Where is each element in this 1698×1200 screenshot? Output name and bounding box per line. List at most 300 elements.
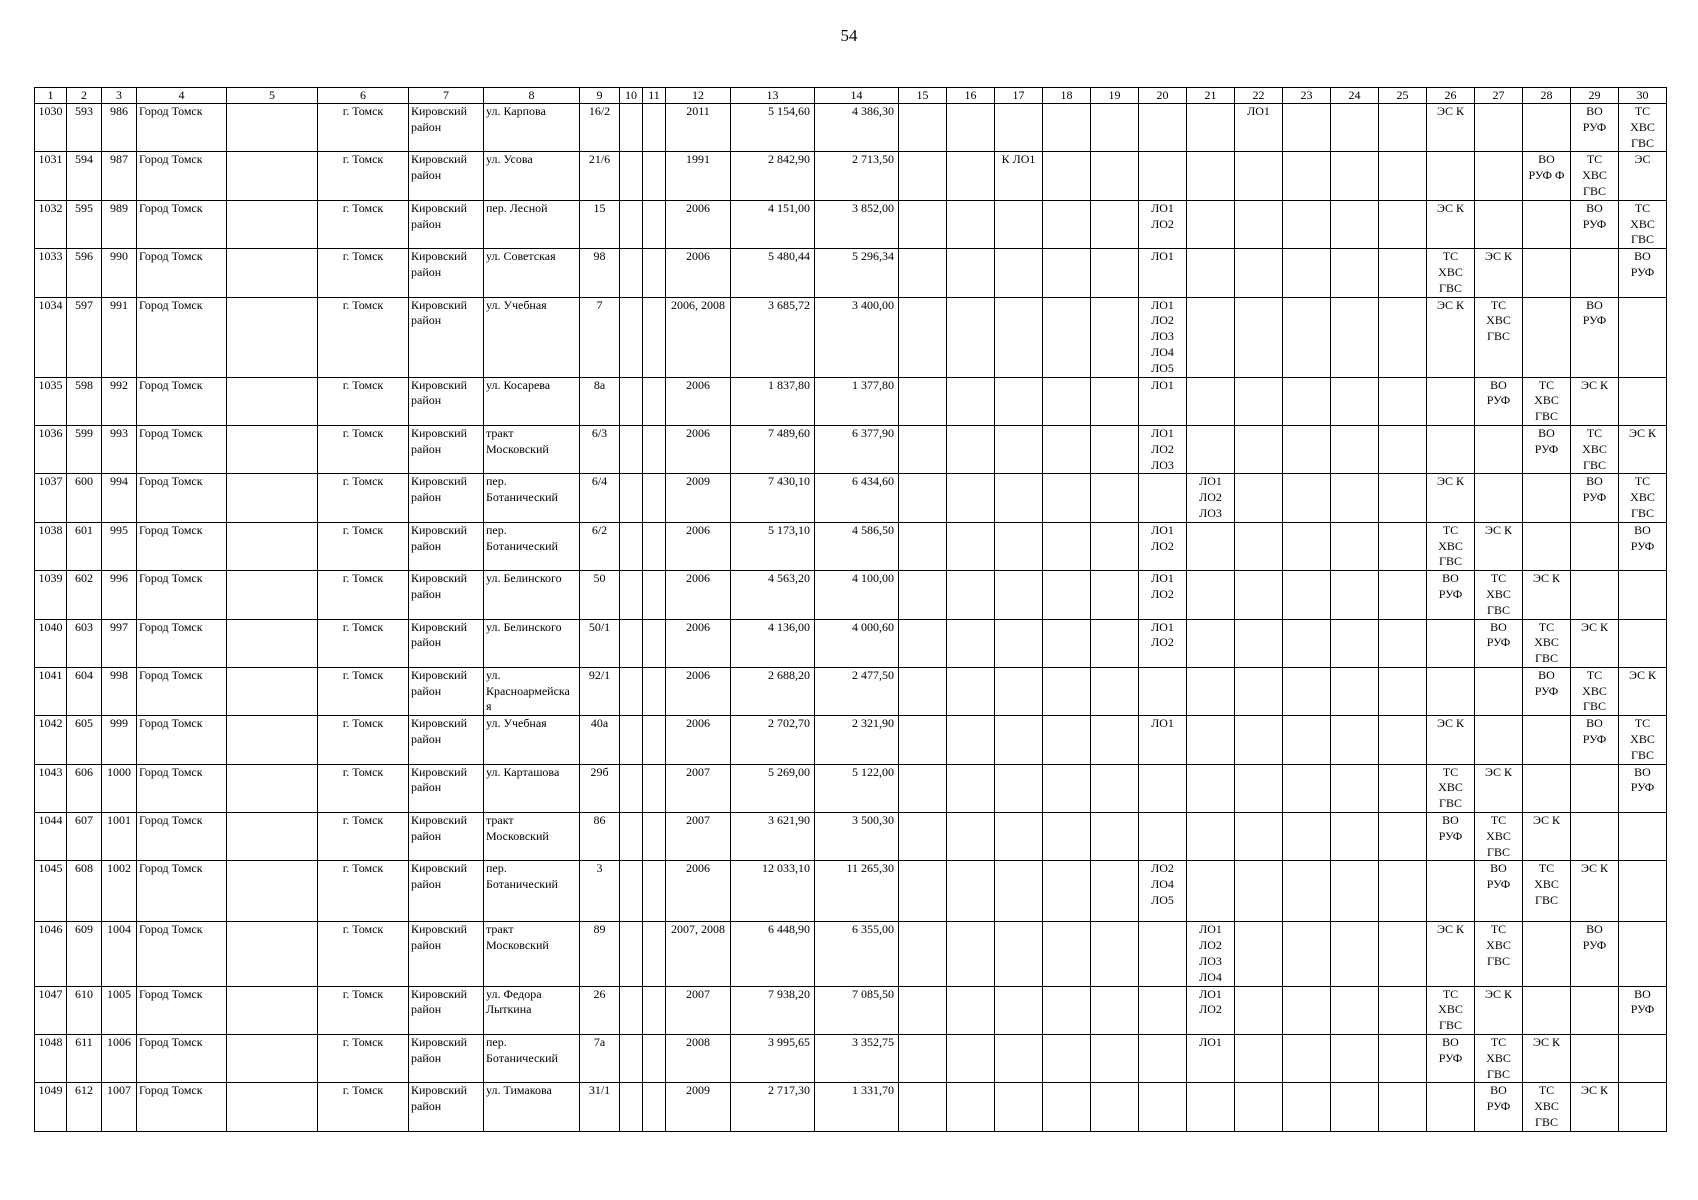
district-cell: Кировский район [409, 716, 484, 764]
settlement-type-cell [227, 200, 318, 248]
settlement-type-cell [227, 249, 318, 297]
total-area-cell: 5 173,10 [731, 522, 815, 570]
work-col-22-cell [1235, 1083, 1283, 1131]
sub-no-cell: 602 [67, 571, 102, 619]
work-col-28-cell: ЭС К [1523, 813, 1571, 861]
work-col-22-cell [1235, 764, 1283, 812]
work-col-18-cell [1043, 152, 1091, 200]
work-col-10-cell [620, 813, 643, 861]
work-col-30-cell [1619, 571, 1667, 619]
table-row [35, 619, 1667, 667]
work-col-17-cell [995, 249, 1043, 297]
work-col-26-cell: ТС ХВС ГВС [1427, 249, 1475, 297]
table-row [35, 377, 1667, 425]
work-col-18-cell [1043, 104, 1091, 152]
work-col-10-cell [620, 1083, 643, 1131]
work-col-22-cell [1235, 522, 1283, 570]
work-col-27-cell: ТС ХВС ГВС [1475, 813, 1523, 861]
work-col-27-cell [1475, 104, 1523, 152]
work-col-21-cell [1187, 200, 1235, 248]
year-cell: 2006 [666, 425, 731, 473]
work-col-21-cell: ЛО1 ЛО2 [1187, 986, 1235, 1034]
work-col-24-cell [1331, 667, 1379, 715]
work-col-28-cell [1523, 297, 1571, 377]
work-col-29-cell [1571, 249, 1619, 297]
building-no-cell: 92/1 [580, 667, 620, 715]
settlement-type-cell [227, 922, 318, 986]
record-no-cell: 1047 [35, 986, 67, 1034]
city-cell: г. Томск [318, 986, 409, 1034]
work-col-26-cell: ЭС К [1427, 104, 1475, 152]
work-col-16-cell [947, 986, 995, 1034]
work-col-19-cell [1091, 200, 1139, 248]
work-col-19-cell [1091, 667, 1139, 715]
building-no-cell: 21/6 [580, 152, 620, 200]
work-col-25-cell [1379, 474, 1427, 522]
work-col-21-cell [1187, 297, 1235, 377]
record-no-cell: 1045 [35, 861, 67, 922]
sub-no-cell: 607 [67, 813, 102, 861]
work-col-28-cell [1523, 986, 1571, 1034]
work-col-25-cell [1379, 200, 1427, 248]
work-col-21-cell [1187, 619, 1235, 667]
city-cell: г. Томск [318, 922, 409, 986]
work-col-10-cell [620, 922, 643, 986]
page-number: 54 [840, 26, 858, 45]
street-cell: ул. Усова [484, 152, 580, 200]
work-col-27-cell: ЭС К [1475, 764, 1523, 812]
sub-no-cell: 609 [67, 922, 102, 986]
work-col-16-cell [947, 474, 995, 522]
district-cell: Кировский район [409, 377, 484, 425]
work-col-27-cell: ВО РУФ [1475, 861, 1523, 922]
work-col-11-cell [643, 861, 666, 922]
work-col-19-cell [1091, 922, 1139, 986]
district-cell: Кировский район [409, 813, 484, 861]
work-col-24-cell [1331, 425, 1379, 473]
work-col-15-cell [899, 861, 947, 922]
work-col-10-cell [620, 297, 643, 377]
work-col-17-cell [995, 619, 1043, 667]
work-col-15-cell [899, 986, 947, 1034]
year-cell: 1991 [666, 152, 731, 200]
work-col-23-cell [1283, 813, 1331, 861]
living-area-cell: 6 355,00 [815, 922, 899, 986]
year-cell: 2006 [666, 377, 731, 425]
sub-no-cell: 595 [67, 200, 102, 248]
street-cell: ул. Советская [484, 249, 580, 297]
work-col-11-cell [643, 200, 666, 248]
street-cell: ул. Учебная [484, 297, 580, 377]
column-number-2: 2 [67, 88, 102, 104]
work-col-25-cell [1379, 571, 1427, 619]
work-col-27-cell [1475, 716, 1523, 764]
house-no-cell: 1000 [102, 764, 137, 812]
work-col-24-cell [1331, 1035, 1379, 1083]
work-col-25-cell [1379, 1083, 1427, 1131]
work-col-26-cell: ЭС К [1427, 200, 1475, 248]
living-area-cell: 3 500,30 [815, 813, 899, 861]
work-col-28-cell: ВО РУФ [1523, 425, 1571, 473]
work-col-18-cell [1043, 813, 1091, 861]
table-row [35, 986, 1667, 1034]
column-number-13: 13 [731, 88, 815, 104]
house-no-cell: 989 [102, 200, 137, 248]
work-col-23-cell [1283, 986, 1331, 1034]
work-col-19-cell [1091, 377, 1139, 425]
city-cell: г. Томск [318, 425, 409, 473]
district-cell: Кировский район [409, 249, 484, 297]
work-col-22-cell [1235, 716, 1283, 764]
column-number-20: 20 [1139, 88, 1187, 104]
living-area-cell: 2 321,90 [815, 716, 899, 764]
total-area-cell: 6 448,90 [731, 922, 815, 986]
work-col-20-cell: ЛО2 ЛО4 ЛО5 [1139, 861, 1187, 922]
living-area-cell: 5 296,34 [815, 249, 899, 297]
city-cell: г. Томск [318, 297, 409, 377]
work-col-27-cell: ТС ХВС ГВС [1475, 1035, 1523, 1083]
work-col-22-cell [1235, 249, 1283, 297]
record-no-cell: 1032 [35, 200, 67, 248]
record-no-cell: 1034 [35, 297, 67, 377]
building-no-cell: 40а [580, 716, 620, 764]
work-col-19-cell [1091, 986, 1139, 1034]
sub-no-cell: 597 [67, 297, 102, 377]
work-col-15-cell [899, 104, 947, 152]
work-col-10-cell [620, 377, 643, 425]
sub-no-cell: 605 [67, 716, 102, 764]
work-col-23-cell [1283, 297, 1331, 377]
column-number-row [35, 88, 1667, 104]
total-area-cell: 2 717,30 [731, 1083, 815, 1131]
work-col-15-cell [899, 1035, 947, 1083]
year-cell: 2006, 2008 [666, 297, 731, 377]
work-col-11-cell [643, 104, 666, 152]
work-col-11-cell [643, 813, 666, 861]
street-cell: тракт Московский [484, 922, 580, 986]
work-col-25-cell [1379, 297, 1427, 377]
street-cell: тракт Московский [484, 813, 580, 861]
work-col-25-cell [1379, 667, 1427, 715]
house-no-cell: 991 [102, 297, 137, 377]
work-col-21-cell [1187, 571, 1235, 619]
work-col-16-cell [947, 249, 995, 297]
work-col-20-cell [1139, 922, 1187, 986]
column-number-26: 26 [1427, 88, 1475, 104]
work-col-11-cell [643, 474, 666, 522]
year-cell: 2006 [666, 716, 731, 764]
work-col-10-cell [620, 425, 643, 473]
work-col-24-cell [1331, 152, 1379, 200]
total-area-cell: 4 151,00 [731, 200, 815, 248]
work-col-29-cell: ВО РУФ [1571, 104, 1619, 152]
work-col-26-cell [1427, 861, 1475, 922]
column-number-9: 9 [580, 88, 620, 104]
work-col-17-cell [995, 1035, 1043, 1083]
city-cell: г. Томск [318, 200, 409, 248]
work-col-28-cell [1523, 104, 1571, 152]
work-col-26-cell: ЭС К [1427, 922, 1475, 986]
city-cell: г. Томск [318, 813, 409, 861]
work-col-16-cell [947, 667, 995, 715]
living-area-cell: 3 852,00 [815, 200, 899, 248]
living-area-cell: 4 386,30 [815, 104, 899, 152]
district-cell: Кировский район [409, 667, 484, 715]
record-no-cell: 1043 [35, 764, 67, 812]
work-col-29-cell: ТС ХВС ГВС [1571, 425, 1619, 473]
work-col-30-cell: ТС ХВС ГВС [1619, 104, 1667, 152]
work-col-25-cell [1379, 619, 1427, 667]
table-row [35, 522, 1667, 570]
work-col-24-cell [1331, 571, 1379, 619]
work-col-15-cell [899, 716, 947, 764]
total-area-cell: 7 489,60 [731, 425, 815, 473]
year-cell: 2006 [666, 619, 731, 667]
work-col-18-cell [1043, 1083, 1091, 1131]
table-row [35, 764, 1667, 812]
work-col-16-cell [947, 813, 995, 861]
work-col-17-cell [995, 474, 1043, 522]
work-col-19-cell [1091, 571, 1139, 619]
settlement-type-cell [227, 377, 318, 425]
city-cell: г. Томск [318, 716, 409, 764]
work-col-10-cell [620, 619, 643, 667]
living-area-cell: 3 400,00 [815, 297, 899, 377]
work-col-26-cell: ЭС К [1427, 716, 1475, 764]
building-no-cell: 50/1 [580, 619, 620, 667]
work-col-27-cell [1475, 200, 1523, 248]
year-cell: 2006 [666, 249, 731, 297]
settlement-type-cell [227, 297, 318, 377]
work-col-22-cell [1235, 667, 1283, 715]
work-col-26-cell: ЭС К [1427, 297, 1475, 377]
work-col-26-cell [1427, 377, 1475, 425]
work-col-23-cell [1283, 425, 1331, 473]
year-cell: 2006 [666, 522, 731, 570]
work-col-17-cell [995, 716, 1043, 764]
work-col-18-cell [1043, 716, 1091, 764]
work-col-29-cell: ТС ХВС ГВС [1571, 152, 1619, 200]
work-col-16-cell [947, 619, 995, 667]
work-col-26-cell: ЭС К [1427, 474, 1475, 522]
work-col-23-cell [1283, 200, 1331, 248]
work-col-19-cell [1091, 861, 1139, 922]
work-col-18-cell [1043, 249, 1091, 297]
work-col-27-cell [1475, 474, 1523, 522]
work-col-19-cell [1091, 1083, 1139, 1131]
street-cell: ул. Белинского [484, 619, 580, 667]
house-no-cell: 990 [102, 249, 137, 297]
work-col-26-cell: ВО РУФ [1427, 1035, 1475, 1083]
housing-register-table [34, 87, 1667, 1132]
city-cell: г. Томск [318, 1035, 409, 1083]
total-area-cell: 1 837,80 [731, 377, 815, 425]
living-area-cell: 2 477,50 [815, 667, 899, 715]
work-col-30-cell: ТС ХВС ГВС [1619, 200, 1667, 248]
work-col-18-cell [1043, 571, 1091, 619]
sub-no-cell: 601 [67, 522, 102, 570]
work-col-22-cell [1235, 861, 1283, 922]
work-col-30-cell: ЭС К [1619, 425, 1667, 473]
work-col-19-cell [1091, 152, 1139, 200]
work-col-17-cell [995, 104, 1043, 152]
district-cell: Кировский район [409, 152, 484, 200]
city-cell: г. Томск [318, 474, 409, 522]
living-area-cell: 11 265,30 [815, 861, 899, 922]
sub-no-cell: 606 [67, 764, 102, 812]
building-no-cell: 50 [580, 571, 620, 619]
work-col-15-cell [899, 922, 947, 986]
district-cell: Кировский район [409, 986, 484, 1034]
work-col-25-cell [1379, 425, 1427, 473]
work-col-28-cell: ВО РУФ [1523, 667, 1571, 715]
work-col-24-cell [1331, 1083, 1379, 1131]
street-cell: пер. Лесной [484, 200, 580, 248]
settlement-type-cell [227, 1035, 318, 1083]
work-col-30-cell: ВО РУФ [1619, 249, 1667, 297]
building-no-cell: 3 [580, 861, 620, 922]
living-area-cell: 1 331,70 [815, 1083, 899, 1131]
municipality-cell: Город Томск [137, 667, 227, 715]
record-no-cell: 1035 [35, 377, 67, 425]
work-col-20-cell: ЛО1 [1139, 716, 1187, 764]
municipality-cell: Город Томск [137, 522, 227, 570]
work-col-17-cell [995, 922, 1043, 986]
work-col-25-cell [1379, 522, 1427, 570]
work-col-25-cell [1379, 764, 1427, 812]
city-cell: г. Томск [318, 619, 409, 667]
work-col-18-cell [1043, 667, 1091, 715]
work-col-16-cell [947, 377, 995, 425]
work-col-17-cell [995, 425, 1043, 473]
street-cell: ул. Карпова [484, 104, 580, 152]
sub-no-cell: 599 [67, 425, 102, 473]
municipality-cell: Город Томск [137, 764, 227, 812]
work-col-29-cell: ЭС К [1571, 377, 1619, 425]
work-col-15-cell [899, 200, 947, 248]
column-number-16: 16 [947, 88, 995, 104]
work-col-21-cell [1187, 425, 1235, 473]
work-col-10-cell [620, 104, 643, 152]
work-col-23-cell [1283, 619, 1331, 667]
work-col-10-cell [620, 522, 643, 570]
street-cell: ул. Тимакова [484, 1083, 580, 1131]
street-cell: пер. Ботанический [484, 474, 580, 522]
municipality-cell: Город Томск [137, 297, 227, 377]
work-col-16-cell [947, 425, 995, 473]
work-col-22-cell: ЛО1 [1235, 104, 1283, 152]
work-col-23-cell [1283, 1083, 1331, 1131]
work-col-17-cell [995, 522, 1043, 570]
year-cell: 2009 [666, 1083, 731, 1131]
building-no-cell: 6/3 [580, 425, 620, 473]
work-col-20-cell [1139, 813, 1187, 861]
table-row [35, 861, 1667, 922]
work-col-28-cell [1523, 474, 1571, 522]
district-cell: Кировский район [409, 571, 484, 619]
municipality-cell: Город Томск [137, 619, 227, 667]
work-col-29-cell: ВО РУФ [1571, 922, 1619, 986]
work-col-16-cell [947, 152, 995, 200]
work-col-29-cell [1571, 813, 1619, 861]
work-col-17-cell [995, 200, 1043, 248]
work-col-10-cell [620, 1035, 643, 1083]
work-col-22-cell [1235, 986, 1283, 1034]
work-col-17-cell [995, 764, 1043, 812]
work-col-15-cell [899, 425, 947, 473]
work-col-11-cell [643, 716, 666, 764]
district-cell: Кировский район [409, 297, 484, 377]
work-col-19-cell [1091, 425, 1139, 473]
work-col-25-cell [1379, 922, 1427, 986]
street-cell: тракт Московский [484, 425, 580, 473]
municipality-cell: Город Томск [137, 1035, 227, 1083]
table-row [35, 104, 1667, 152]
work-col-10-cell [620, 764, 643, 812]
work-col-15-cell [899, 813, 947, 861]
record-no-cell: 1049 [35, 1083, 67, 1131]
year-cell: 2008 [666, 1035, 731, 1083]
work-col-27-cell: ТС ХВС ГВС [1475, 922, 1523, 986]
work-col-28-cell: ЭС К [1523, 571, 1571, 619]
column-number-5: 5 [227, 88, 318, 104]
work-col-15-cell [899, 571, 947, 619]
column-number-17: 17 [995, 88, 1043, 104]
work-col-29-cell [1571, 571, 1619, 619]
work-col-17-cell [995, 571, 1043, 619]
year-cell: 2007 [666, 986, 731, 1034]
work-col-16-cell [947, 764, 995, 812]
work-col-16-cell [947, 297, 995, 377]
work-col-18-cell [1043, 297, 1091, 377]
settlement-type-cell [227, 667, 318, 715]
municipality-cell: Город Томск [137, 922, 227, 986]
work-col-29-cell: ТС ХВС ГВС [1571, 667, 1619, 715]
district-cell: Кировский район [409, 1035, 484, 1083]
work-col-23-cell [1283, 922, 1331, 986]
work-col-19-cell [1091, 249, 1139, 297]
work-col-18-cell [1043, 1035, 1091, 1083]
column-number-7: 7 [409, 88, 484, 104]
city-cell: г. Томск [318, 522, 409, 570]
record-no-cell: 1039 [35, 571, 67, 619]
work-col-18-cell [1043, 986, 1091, 1034]
work-col-20-cell [1139, 986, 1187, 1034]
sub-no-cell: 600 [67, 474, 102, 522]
record-no-cell: 1044 [35, 813, 67, 861]
work-col-26-cell: ТС ХВС ГВС [1427, 986, 1475, 1034]
table-row [35, 667, 1667, 715]
work-col-23-cell [1283, 1035, 1331, 1083]
work-col-30-cell [1619, 619, 1667, 667]
work-col-15-cell [899, 249, 947, 297]
work-col-27-cell [1475, 152, 1523, 200]
work-col-17-cell [995, 861, 1043, 922]
work-col-29-cell [1571, 986, 1619, 1034]
column-number-23: 23 [1283, 88, 1331, 104]
sub-no-cell: 612 [67, 1083, 102, 1131]
work-col-25-cell [1379, 813, 1427, 861]
work-col-11-cell [643, 152, 666, 200]
column-number-27: 27 [1475, 88, 1523, 104]
work-col-27-cell [1475, 425, 1523, 473]
work-col-24-cell [1331, 249, 1379, 297]
column-number-22: 22 [1235, 88, 1283, 104]
table-row [35, 297, 1667, 377]
settlement-type-cell [227, 813, 318, 861]
building-no-cell: 29б [580, 764, 620, 812]
work-col-19-cell [1091, 474, 1139, 522]
